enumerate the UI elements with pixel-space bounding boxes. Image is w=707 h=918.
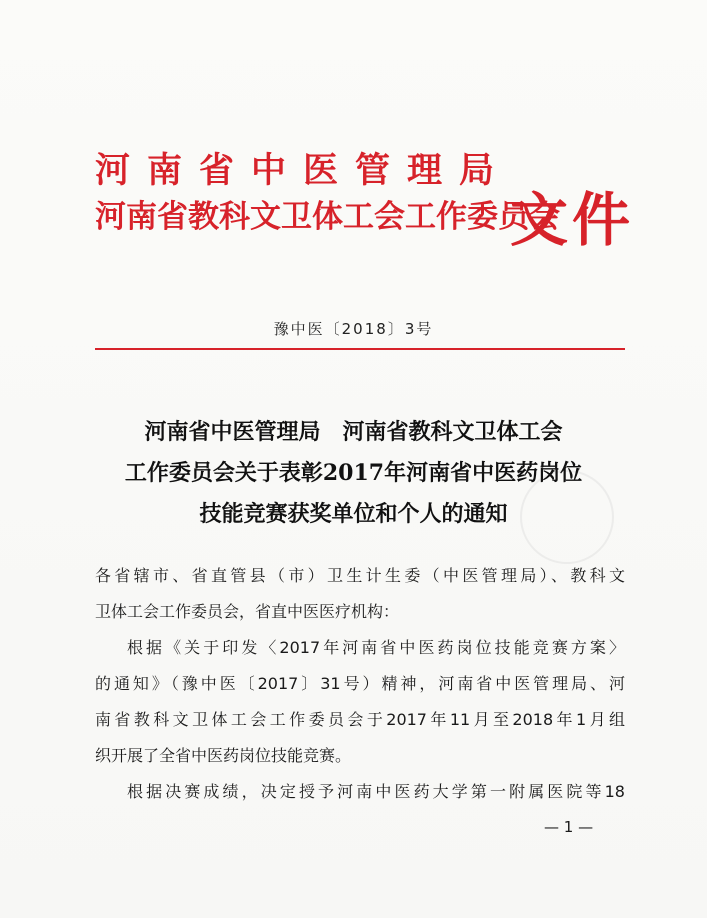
- notice-body: [95, 558, 625, 810]
- paragraph-1-line-4: 织开展了全省中医药岗位技能竞赛。: [95, 746, 352, 765]
- title-line-3: 技能竞赛获奖单位和个人的通知: [199, 501, 508, 527]
- paragraph-1-line-2: 的通知》（豫中医〔2017〕31号）精神，河南省中医管理局、河: [95, 674, 625, 693]
- paragraph-1-line-3: 南省教科文卫体工会工作委员会于2017年11月至2018年1月组: [95, 710, 625, 729]
- title-line-2: 工作委员会关于表彰2017年河南省中医药岗位: [124, 460, 583, 486]
- issuer-line-1: 河南省中医管理局: [95, 150, 512, 191]
- document-number: 豫中医〔2018〕3号: [273, 320, 434, 338]
- addressee-line-1: 各省辖市、省直管县（市）卫生计生委（中医管理局）、教科文: [95, 566, 625, 585]
- addressee-line-2: 卫体工会工作委员会，省直中医医疗机构：: [95, 602, 400, 621]
- page-number: — 1 —: [544, 818, 594, 836]
- document-type-label: 文件: [510, 186, 635, 254]
- title-line-1: 河南省中医管理局 河南省教科文卫体工会: [144, 419, 563, 445]
- paragraph-2-line-1: 根据决赛成绩，决定授予河南中医药大学第一附属医院等18: [127, 782, 625, 801]
- issuer-line-2: 河南省教科文卫体工会工作委员会: [95, 199, 560, 235]
- notice-title: [0, 412, 707, 535]
- red-divider-line: [95, 348, 625, 350]
- paragraph-1-line-1: 根据《关于印发〈2017年河南省中医药岗位技能竞赛方案〉: [127, 638, 625, 657]
- issuer-header: [95, 148, 560, 240]
